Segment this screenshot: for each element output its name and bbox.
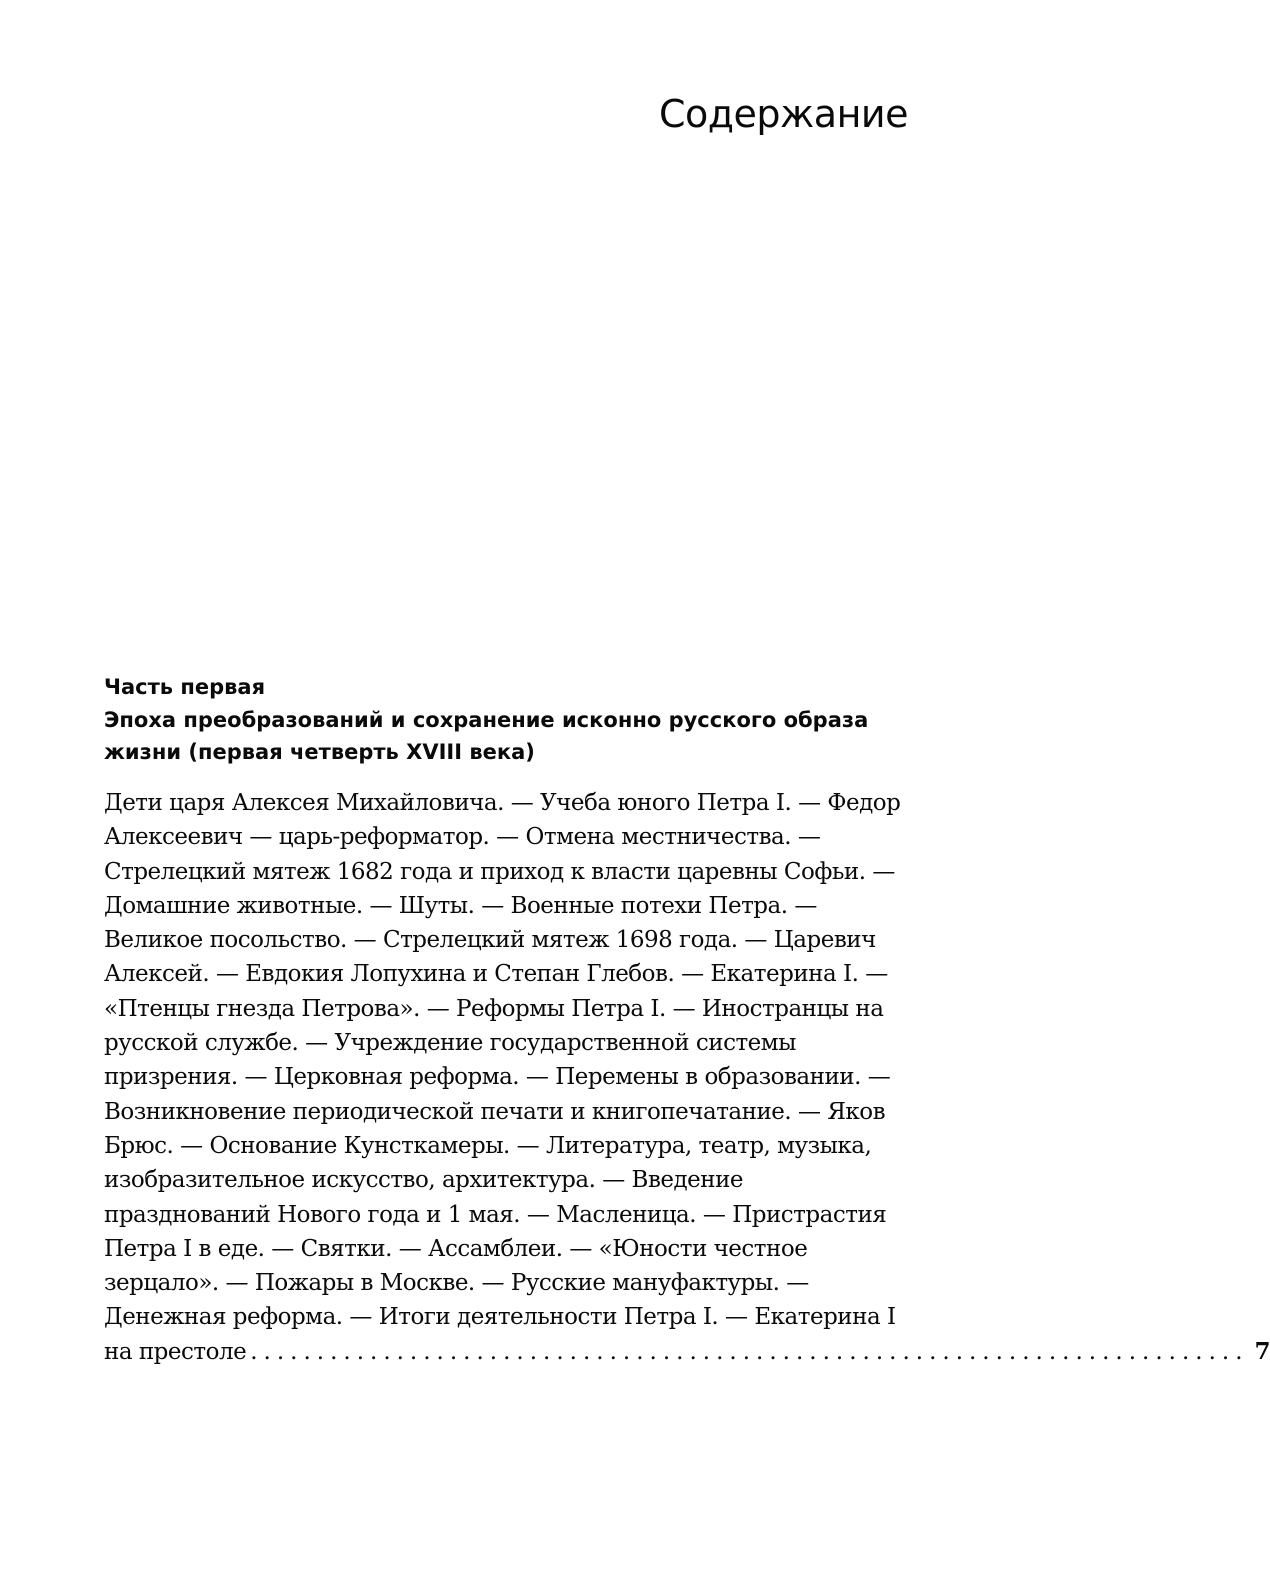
toc-entry[interactable]	[104, 786, 1270, 1369]
page-title: Содержание	[659, 92, 908, 136]
part-title: Эпоха преобразований и сохранение исконно русского образа жизни (первая четверть XVIII века)	[104, 708, 869, 764]
table-of-contents	[104, 672, 1270, 1369]
part-label: Часть первая	[104, 675, 266, 699]
toc-entry-text: Дети царя Алексея Михайловича. — Учеба юного Петра I. — Федор Алексеевич — царь-реформатор. — Отмена местничества. — Стрелецкий мятеж 1682 года и приход к власти царевны Софьи. — Домашние животные. — Шуты. — Военные потехи Петра. — Великое посольство. — Стрелецкий мятеж 1698 года. — Царевич Алексей. — Евдокия Лопухина и Степан Глебов. — Екатерина I. — «Птенцы гнезда Петрова». — Реформы Петра I. — Иностранцы на русской службе. — Учреждение государственной системы призрения. — Церковная реформа. — Перемены в образовании. — Возникновение периодической печати и книгопечатание. — Яков Брюс. — Основание Кунсткамеры. — Литература, театр, музыка, изобразительное искусство, архитектура. — Введение празднований Нового года и 1 мая. — Масленица. — Пристрастия Петра I в еде. — Святки. — Ассамблеи. — «Юности честное зерцало». — Пожары в Москве. — Русские мануфактуры. — Денежная реформа. — Итоги деятельности Петра I. — Екатерина I	[104, 790, 901, 1331]
toc-entry-last-line	[104, 1335, 1270, 1369]
toc-page-number: 7	[1254, 1337, 1270, 1365]
dot-leader: ...........................................................................	[250, 1338, 1249, 1365]
toc-entry-last-text: на престоле	[104, 1338, 247, 1365]
